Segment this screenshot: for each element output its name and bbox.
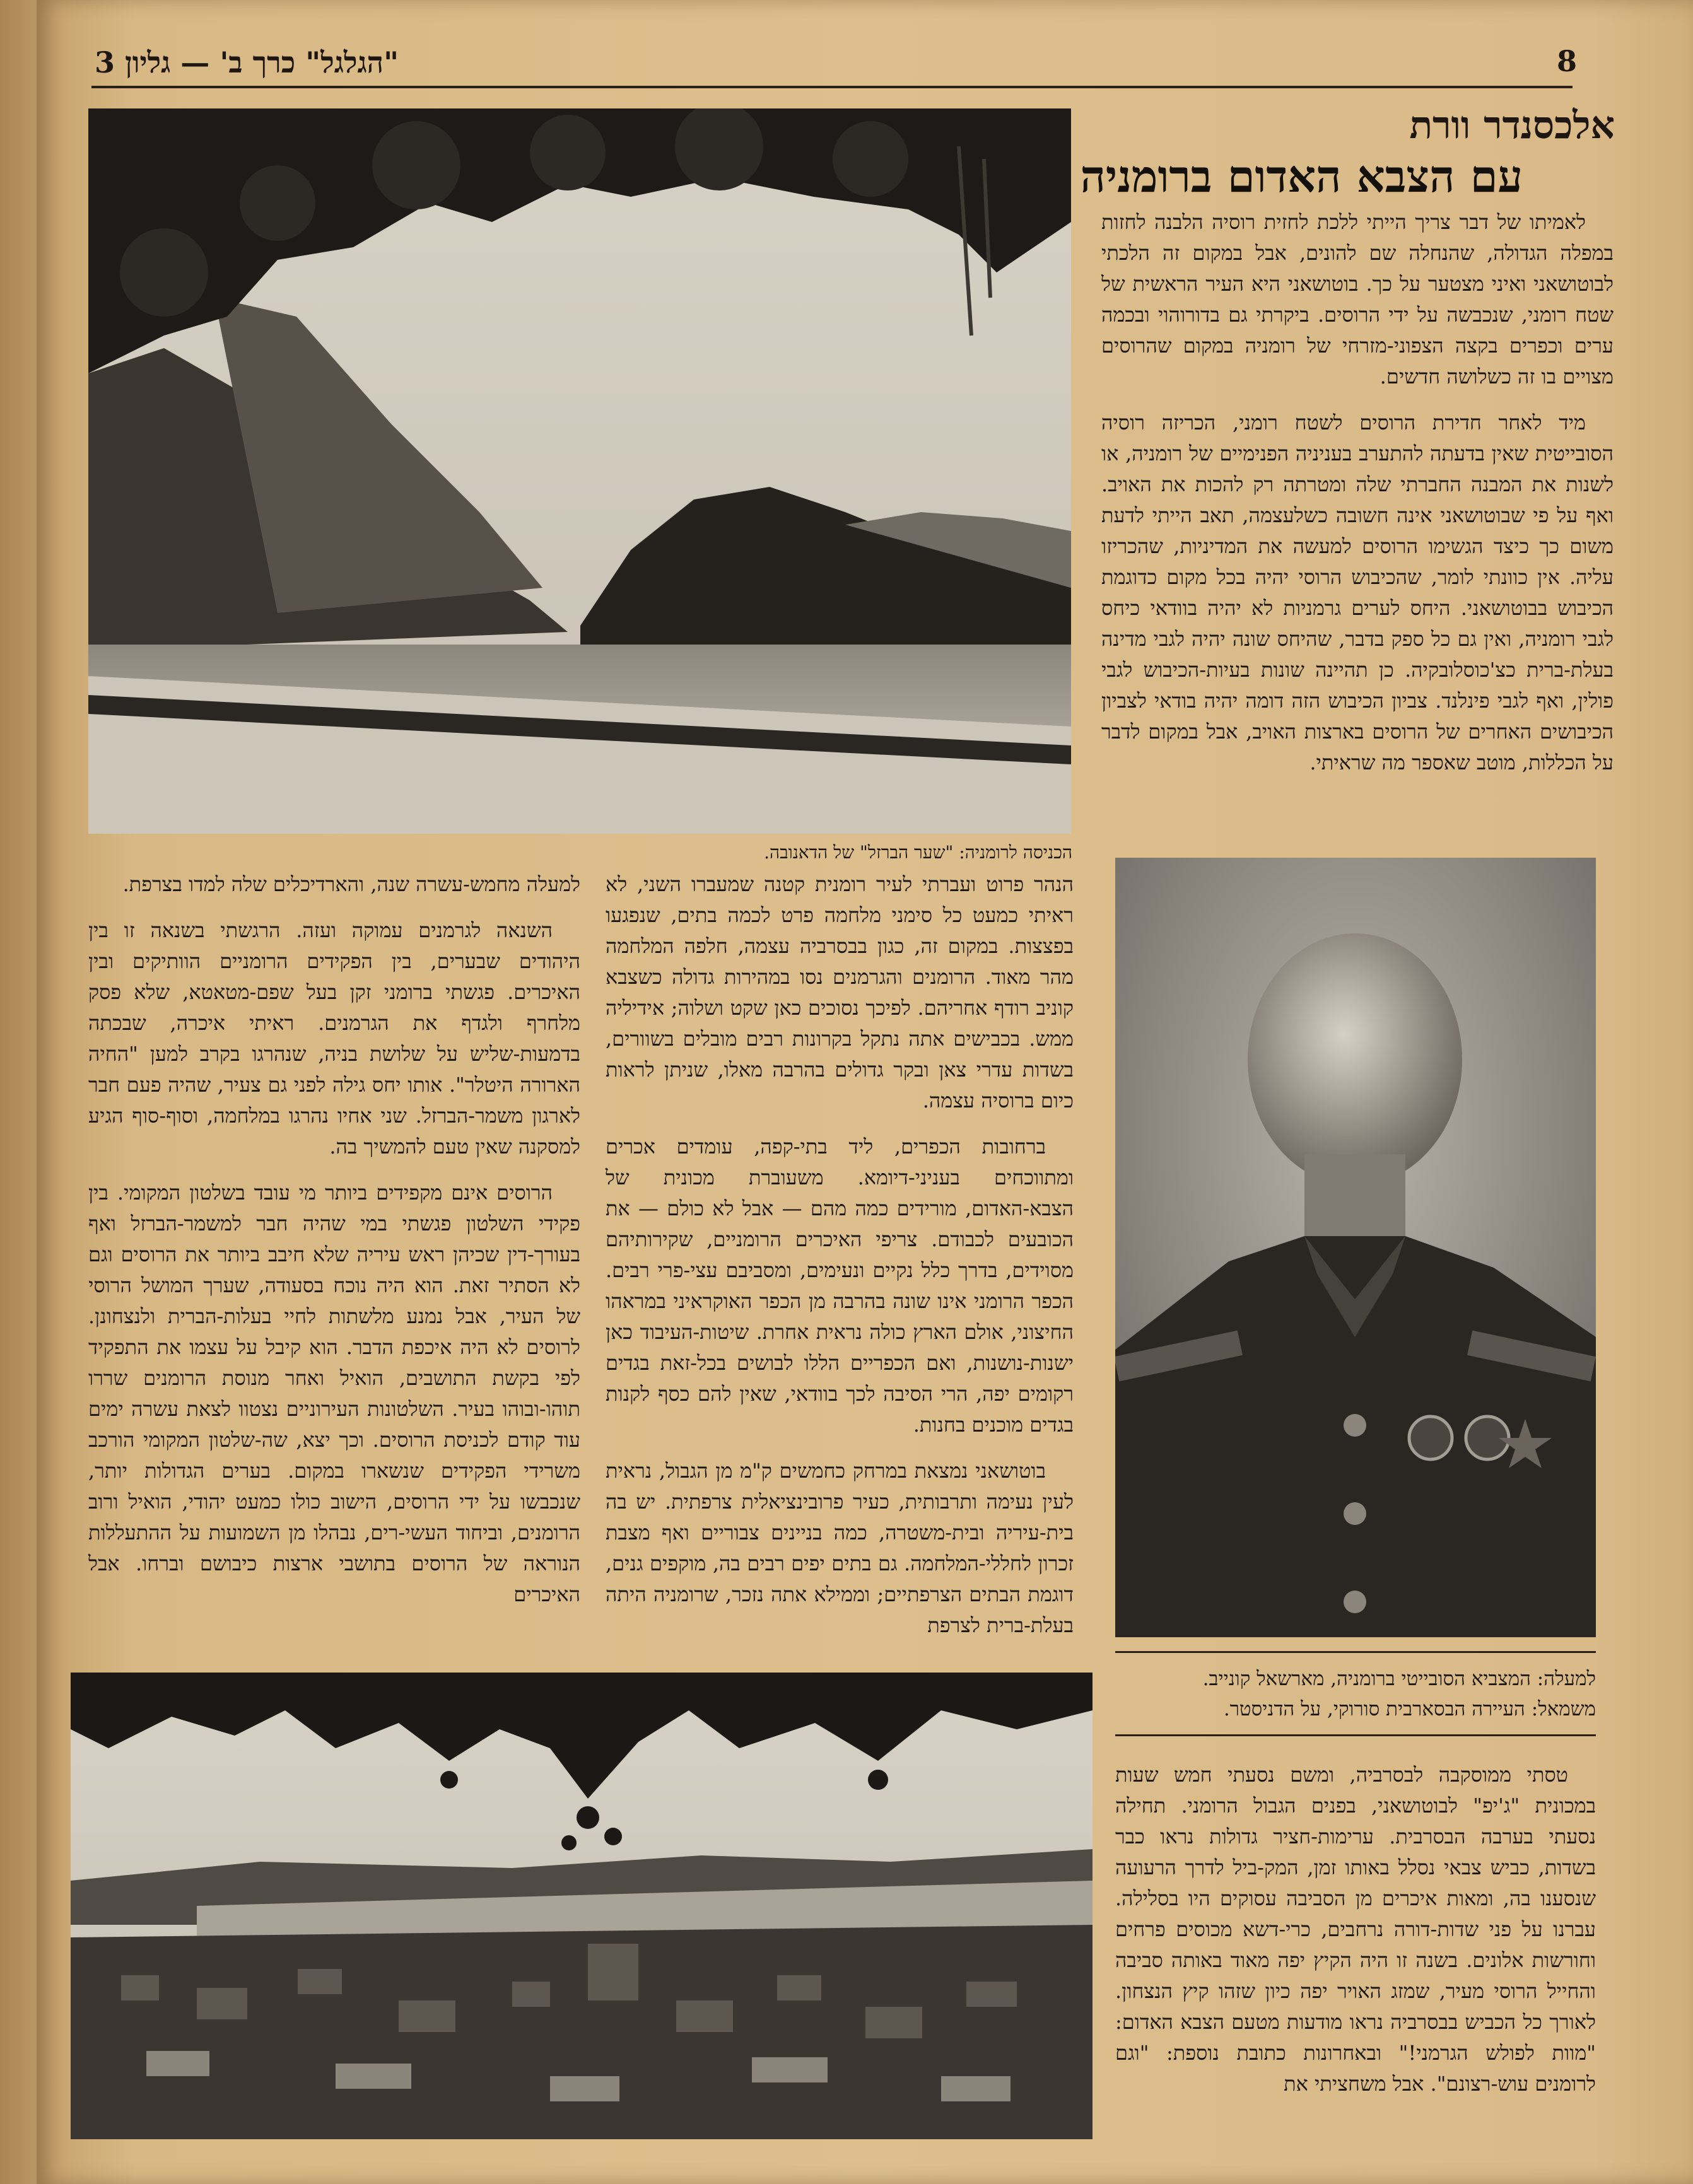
article-headline: עם הצבא האדום ברומניה — [1080, 150, 1523, 202]
portrait-image — [1115, 858, 1596, 1637]
portrait-caption-line-2: משמאל: העיירה הבסארבית סורוקי, על הדניסטר. — [1223, 1698, 1596, 1720]
article-column-2 — [606, 869, 1074, 1656]
soroki-town-photo — [71, 1673, 1093, 2139]
page-number: 8 — [1557, 44, 1578, 78]
article-column-1 — [1101, 207, 1614, 793]
article-author: אלכסנדר וורת — [1409, 103, 1615, 148]
caption-rule-bottom — [1115, 1734, 1596, 1736]
paragraph: למעלה מחמש-עשרה שנה, והארדיכלים שלה למדו בצרפת. — [122, 872, 580, 896]
caption-rule-top — [1115, 1651, 1596, 1653]
iron-gate-caption: הכניסה לרומניה: "שער הברזל" של הדאנובה. — [764, 842, 1072, 863]
paragraph: טסתי ממוסקבה לבסרביה, ומשם נסעתי חמש שעות במכונית "ג'יפ" לבוטושאני, בפנים הגבול הרומני. תחילה נסעתי בערבה הבסרבית. ערימות-חציר גדולות נראו כבר בשדות, כביש צבאי נסלל באותו זמן, המק-ביל לדרך הרעועה שנסענו בה, ומאות איכרים מן הסביבה עסוקים היו בסלילה. עברנו על פני שדות-דורה נרחבים, כרי-דשא מכוסים פרחים וחורשות אלונים. בשנה זו היה הקיץ יפה מאוד באותה סביבה והחייל הרוסי מעיר, שמזג האויר יפה כיון שזהו קיץ הנצחון. לאורך כל הכביש בבסרביה נראו מודעות מטעם הצבא האדום: "מוות לפולש הגרמני!" ובאחרונות כתובת נוספת: "וגם לרומנים עוש-רצונם". אבל משחציתי את — [1115, 1763, 1596, 2096]
paragraph: הנהר פרוט ועברתי לעיר רומנית קטנה שמעברו השני, לא ראיתי כמעט כל סימני מלחמה פרט לכמה בתים, שנפגעו בפצצות. במקום זה, כגון בבסרביה עצמה, חלפה המלחמה מהר מאוד. הרומנים והגרמנים נסו במהירות גדולה כשצבא קוניב רודף אחריהם. לפיכך נסוכים כאן שקט ושלוה; אידיליה ממש. בכבישים אתה נתקל בקרונות רבים מובלים בשוורים, בשדות עדרי צאן ובקר גדולים בהרבה מאלו, שניתן לראות כיום ברוסיה עצמה. — [606, 872, 1074, 1112]
article-column-4 — [1115, 1760, 1596, 2115]
article-column-3 — [88, 869, 580, 1625]
portrait-caption-line-1: למעלה: המצביא הסובייטי ברומניה, מארשאל קונייב. — [1202, 1667, 1596, 1690]
paragraph: ברחובות הכפרים, ליד בתי-קפה, עומדים אכרים ומתווכחים בעניני-דיומא. משעוברת מכונית של הצבא-האדום, מורידים כמה מהם — אבל לא כולם — את הכובעים לכבודם. צריפי האיכרים הרומניים, שקירותיהם מסוידים, בדרך כלל נקיים ונעימים, ומסביבם עצי-פרי רבים. הכפר הרומני אינו שונה בהרבה מן הכפר האוקראיני במראהו החיצוני, אולם הארץ כולה נראית אחרת. שיטות-העיבוד כאן ישנות-נושנות, ואם הכפריים הללו לבושים בכל-זאת בגדים רקומים יפה, הרי הסיבה לכך בוודאי, שאין להם כסף לקנות בגדים מוכנים בחנות. — [606, 1135, 1074, 1437]
iron-gate-danube-photo — [88, 108, 1071, 834]
danube-landscape-image — [88, 108, 1071, 834]
paragraph: בוטושאני נמצאת במרחק כחמשים ק"מ מן הגבול, נראית לעין נעימה ותרבותית, כעיר פרובינציאלית צרפתית. יש בה בית-עיריה ובית-משטרה, כמה בניינים צבוריים ואף מצבת זכרון לחללי-המלחמה. גם בתים יפים רבים בה, מוקפים גנים, דוגמת הבתים הצרפתיים; וממילא אתה נזכר, שרומניה היתה בעלת-ברית לצרפת — [606, 1459, 1074, 1637]
running-header-title: "הגלגל" כרך ב' — גליון 3 — [95, 45, 399, 79]
paragraph: השנאה לגרמנים עמוקה ועזה. הרגשתי בשנאה זו בין היהודים שבערים, בין הפקידים הרומניים הוותיקים ובין האיכרים. פגשתי ברומני זקן בעל שפם-מטאטא, שלא פסק מלחרף ולגדף את הגרמנים. ראיתי איכרה, שבכתה בדמעות-שליש על שלושת בניה, שנהרגו בקרב למען "החיה הארורה היטלר". אותו יחס גילה לפני גם צעיר, שהיה פעם חבר לארגון משמר-הברזל. שני אחיו נהרגו במלחמה, וסוף-סוף הגיע למסקנה שאין טעם להמשיך בה. — [88, 918, 580, 1159]
header-rule — [91, 86, 1573, 88]
binding-gutter — [0, 0, 37, 2184]
paragraph: מיד לאחר חדירת הרוסים לשטח רומני, הכריזה רוסיה הסובייטית שאין בדעתה להתערב בעניניה הפנימיים של רומניה, או לשנות את המבנה החברתי שלה ומטרתה רק להכות את האויב. ואף על פי שבוטושאני אינה חשובה כשלעצמה, תאב הייתי לדעת משום כך כיצד הגשימו הרוסים למעשה את המדיניות, שהכריזו עליה. אין כוונתי לומר, שהכיבוש הרוסי יהיה בכל מקום כדוגמת הכיבוש בבוטושאני. היחס לערים גרמניות לא יהיה בוודאי כיחס לגבי רומניה, ואין גם כל ספק בדבר, שהיחס שונה יהיה לגבי מדינה בעלת-ברית כצ'כוסלובקיה. כן תהיינה שונות בעיות-הכיבוש לגבי פולין, ואף לגבי פינלנד. צביון הכיבוש הזה דומה יהיה בודאי לצביון הכיבושים האחרים של הרוסים בארצות האויב, אבל במקום לדבר על הכללות, מוטב שאספר מה שראיתי. — [1101, 411, 1614, 774]
paragraph: הרוסים אינם מקפידים ביותר מי עובד בשלטון המקומי. בין פקידי השלטון פגשתי במי שהיה חבר למשמר-הברזל ואף בעורך-דין שכיהן ראש עיריה שלא חיבב ביותר את הרוסים וגם לא הסתיר זאת. הוא היה נוכח בסעודה, שערך המושל הרוסי של העיר, אבל נמנע מלשתות לחיי בעלות-הברית ולנצחונן. לרוסים לא היה איכפת הדבר. הוא קיבל על עצמו את התפקיד לפי בקשת התושבים, הואיל ואחר מנוסת הרומנים שררו תוהו-ובוהו בעיר. השלטונות העירוניים נצטוו לצאת עשרה ימים עוד קודם לכניסת הרוסים. וכך יצא, שה-שלטון המקומי הורכב משרידי הפקידים שנשארו במקום. בערים הגדולות יותר, שנכבשו על ידי הרוסים, הישוב כולו כמעט יהודי, הואיל ורוב הרומנים, וביחוד העשי-רים, נבהלו מן השמועות על ההתעללות הנוראה של הרוסים בתושבי ארצות כיבושם וברחו. אבל האיכרים — [88, 1181, 581, 1606]
paragraph: לאמיתו של דבר צריך הייתי ללכת לחזית רוסיה הלבנה לחזות במפלה הגדולה, שהנחלה שם להונים, אבל במקום זה הלכתי לבוטושאני ואיני מצטער על כך. בוטושאני היא העיר הראשית של שטח רומני, שנכבשה על ידי הרוסים. ביקרתי גם בדורוהוי ובכמה ערים וכפרים בקצה הצפוני-מזרחי של רומניה במקום שהרוסים מצויים בו זה כשלושה חדשים. — [1101, 210, 1614, 388]
soroki-landscape-image — [71, 1673, 1093, 2139]
marshal-konev-portrait — [1115, 858, 1596, 1637]
